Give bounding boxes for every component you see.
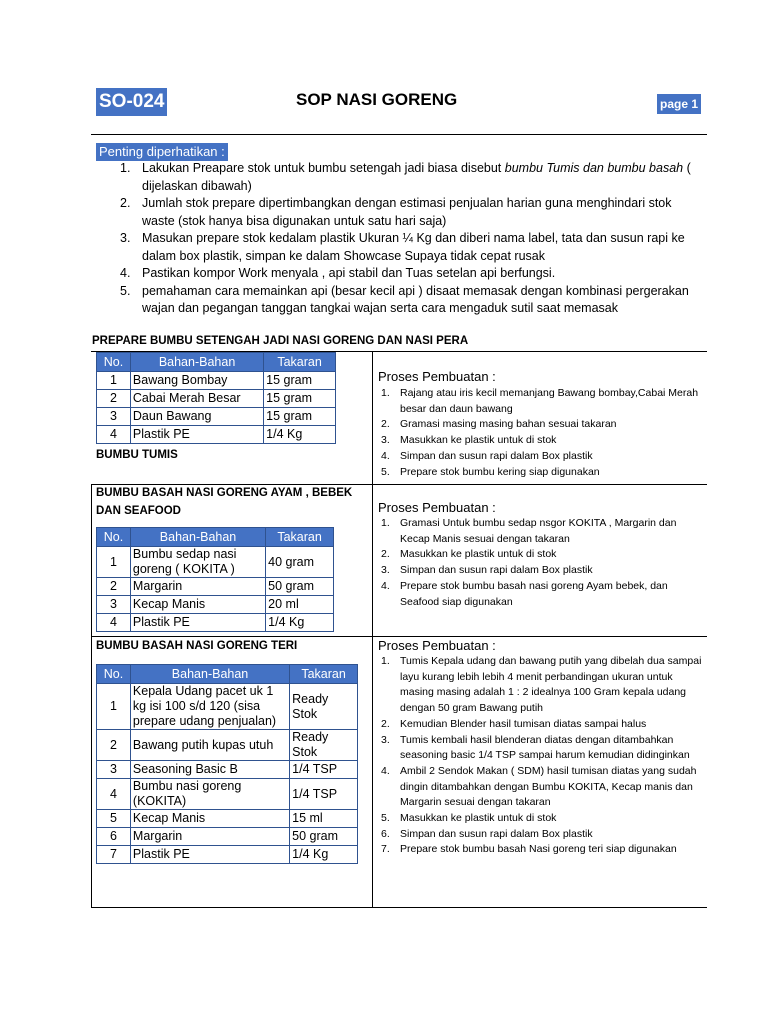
notes-item-number: 2. — [120, 196, 131, 210]
table-row — [97, 372, 336, 390]
process-step-text: Prepare stok bumbu basah Nasi goreng teri siap digunakan — [400, 843, 677, 856]
section-label-teri: BUMBU BASAH NASI GORENG TERI — [96, 640, 298, 652]
notes-item-text: Masukan prepare stok kedalam plastik Ukuran ¼ Kg dan diberi nama label, tata dan susun rapi ke dalam box plastik, simpan ke dalam Showcase Supaya tidak cepat rusak — [142, 231, 685, 263]
cell-bahan: Bumbu nasi goreng (KOKITA) — [130, 779, 289, 810]
process-step-number: 3. — [381, 733, 390, 746]
ingredient-table-ayam-bebek-seafood — [96, 527, 334, 632]
process-step-text: Rajang atau iris kecil memanjang Bawang bombay,Cabai Merah besar dan daun bawang — [400, 387, 699, 415]
grid-middle-column — [372, 351, 373, 908]
process-step-text: Simpan dan susun rapi dalam Box plastik — [400, 564, 593, 577]
cell-bahan: Kecap Manis — [130, 810, 289, 828]
process-step-number: 3. — [381, 434, 390, 447]
cell-bahan: Bumbu sedap nasi goreng ( KOKITA ) — [130, 547, 265, 578]
process-step-text: Kemudian Blender hasil tumisan diatas sampai halus — [400, 717, 647, 730]
notes-item-emphasis: bumbu Tumis dan bumbu basah — [504, 161, 684, 175]
table-row — [97, 390, 336, 408]
notes-item-text: pemahaman cara memainkan api (besar kecil api ) disaat memasak dengan kombinasi pergerakan wajan dan pegangan tanggan tangkai wajan serta cara mengaduk sutil saat memasak — [142, 283, 689, 315]
process-step-number: 4. — [381, 449, 390, 462]
cell-no: 4 — [97, 426, 131, 444]
process-step-number: 1. — [381, 655, 390, 667]
cell-no: 2 — [97, 578, 131, 596]
cell-bahan: Plastik PE — [130, 614, 265, 632]
process-step — [378, 733, 704, 764]
cell-bahan: Plastik PE — [130, 846, 289, 864]
process-step-text: Tumis kembali hasil blenderan diatas dengan ditambahkan seasoning basic 1/4 TSP sampai harum kemudian didinginkan — [400, 733, 690, 762]
prepare-section-title: PREPARE BUMBU SETENGAH JADI NASI GORENG DAN NASI PERA — [92, 335, 469, 347]
cell-takaran: 15 gram — [264, 372, 336, 390]
notes-heading: Penting diperhatikan : — [96, 143, 228, 161]
process-step-number: 2. — [381, 418, 390, 431]
cell-takaran: 1/4 Kg — [264, 426, 336, 444]
cell-bahan: Daun Bawang — [130, 408, 263, 426]
process-step-number: 7. — [381, 843, 390, 856]
process-step-number: 2. — [381, 717, 390, 730]
notes-item-number: 5. — [120, 283, 131, 298]
process-step-number: 3. — [381, 564, 390, 577]
table-row — [97, 614, 334, 632]
process-step-text: Prepare stok bumbu basah nasi goreng Ayam bebek, dan Seafood siap digunakan — [400, 579, 668, 608]
cell-bahan: Margarin — [130, 828, 289, 846]
notes-item — [96, 195, 700, 230]
cell-takaran: Ready Stok — [290, 684, 358, 730]
cell-no: 2 — [97, 730, 131, 761]
table-row — [97, 596, 334, 614]
cell-takaran: 40 gram — [266, 547, 334, 578]
cell-takaran: 15 ml — [290, 810, 358, 828]
cell-no: 4 — [97, 614, 131, 632]
notes-item-text: Pastikan kompor Work menyala , api stabil dan Tuas setelan api berfungsi. — [142, 266, 556, 280]
document-title: SOP NASI GORENG — [296, 90, 458, 109]
cell-bahan: Seasoning Basic B — [130, 761, 289, 779]
table-row — [97, 846, 358, 864]
process-step — [378, 465, 704, 481]
cell-takaran: 20 ml — [266, 596, 334, 614]
process-step — [378, 386, 704, 417]
table-row — [97, 779, 358, 810]
cell-bahan: Margarin — [130, 578, 265, 596]
notes-item-text-tail: ( dijelaskan dibawah) — [142, 161, 691, 193]
table-row — [97, 408, 336, 426]
process-step-text: Prepare stok bumbu kering siap digunakan — [400, 465, 600, 478]
notes-item-number: 1. — [120, 161, 131, 175]
cell-takaran: 1/4 Kg — [266, 614, 334, 632]
cell-takaran: Ready Stok — [290, 730, 358, 761]
table-header-row — [97, 528, 334, 547]
column-header-takaran: Takaran — [266, 528, 334, 547]
grid-row-divider-2 — [91, 636, 707, 637]
process-step-number: 4. — [381, 764, 390, 777]
process-title: Proses Pembuatan : — [378, 500, 496, 515]
process-step — [378, 547, 704, 563]
cell-no: 4 — [97, 779, 131, 810]
process-step — [378, 449, 704, 465]
notes-item-number: 4. — [120, 266, 131, 280]
notes-item — [96, 160, 700, 195]
cell-takaran: 15 gram — [264, 390, 336, 408]
notes-item-text: Jumlah stok prepare dipertimbangkan dengan estimasi penjualan harian guna menghindari stok waste (stok hanya bisa digunakan untuk satu hari saja) — [142, 196, 672, 228]
table-row — [97, 761, 358, 779]
process-step-number: 5. — [381, 465, 390, 478]
process-step-text: Masukkan ke plastik untuk di stok — [400, 812, 557, 825]
process-step-number: 5. — [381, 812, 390, 825]
cell-no: 3 — [97, 596, 131, 614]
process-step — [378, 579, 704, 610]
process-step — [378, 433, 704, 449]
process-title: Proses Pembuatan : — [378, 369, 496, 384]
process-block-ayam-bebek-seafood — [378, 500, 704, 610]
process-step-text: Tumis Kepala udang dan bawang putih yang dibelah dua sampai layu kurang lebih lebih 4 menit perbandingan ukuran untuk masing masing adalah 1 : 2 idealnya 100 Gram kepala udang dengan 50 gram Bawang putih — [400, 655, 702, 715]
table-header-row — [97, 665, 358, 684]
cell-takaran: 1/4 TSP — [290, 761, 358, 779]
process-step — [378, 563, 704, 579]
table-row — [97, 810, 358, 828]
column-header-takaran: Takaran — [264, 353, 336, 372]
process-step-number: 1. — [381, 387, 390, 399]
process-block-tumis — [378, 369, 704, 480]
process-step-text: Ambil 2 Sendok Makan ( SDM) hasil tumisan diatas yang sudah dingin ditambahkan dengan Bumbu KOKITA, Kecap manis dan Margarin sesuai dengan takaran — [400, 764, 697, 809]
table-row — [97, 828, 358, 846]
notes-item — [96, 230, 700, 265]
cell-bahan: Bawang putih kupas utuh — [130, 730, 289, 761]
process-step — [378, 827, 704, 843]
table-row — [97, 426, 336, 444]
column-header-no: No. — [97, 528, 131, 547]
ingredient-table-tumis — [96, 352, 336, 444]
cell-bahan: Kecap Manis — [130, 596, 265, 614]
process-step-text: Masukkan ke plastik untuk di stok — [400, 548, 557, 561]
process-step — [378, 654, 704, 717]
cell-no: 1 — [97, 547, 131, 578]
column-header-bahan: Bahan-Bahan — [130, 353, 263, 372]
column-header-no: No. — [97, 665, 131, 684]
section-label-ayam-bebek-seafood: BUMBU BASAH NASI GORENG AYAM , BEBEK DAN SEAFOOD — [96, 487, 353, 517]
process-steps — [378, 654, 704, 858]
document-code-badge: SO-024 — [96, 88, 167, 116]
process-step-text: Gramasi masing masing bahan sesuai takaran — [400, 418, 617, 431]
process-step-number: 6. — [381, 827, 390, 840]
process-steps — [378, 516, 704, 610]
column-header-bahan: Bahan-Bahan — [130, 665, 289, 684]
cell-no: 7 — [97, 846, 131, 864]
table-row — [97, 547, 334, 578]
header-divider — [91, 134, 707, 135]
cell-no: 3 — [97, 408, 131, 426]
cell-takaran: 1/4 Kg — [290, 846, 358, 864]
notes-item-number: 3. — [120, 231, 131, 245]
cell-no: 3 — [97, 761, 131, 779]
cell-no: 5 — [97, 810, 131, 828]
cell-bahan: Plastik PE — [130, 426, 263, 444]
column-header-bahan: Bahan-Bahan — [130, 528, 265, 547]
grid-bottom-line — [91, 907, 707, 908]
column-header-no: No. — [97, 353, 131, 372]
process-step-text: Gramasi Untuk bumbu sedap nsgor KOKITA , Margarin dan Kecap Manis sesuai dengan takaran — [400, 517, 677, 545]
ingredient-table-teri — [96, 664, 358, 864]
cell-takaran: 50 gram — [290, 828, 358, 846]
process-steps — [378, 386, 704, 480]
table-header-row — [97, 353, 336, 372]
process-step — [378, 842, 704, 858]
process-step — [378, 417, 704, 433]
cell-no: 2 — [97, 390, 131, 408]
table-row — [97, 684, 358, 730]
cell-no: 1 — [97, 684, 131, 730]
process-step — [378, 717, 704, 733]
notes-item-text: Lakukan Preapare stok untuk bumbu setengah jadi biasa disebut — [142, 161, 505, 175]
notes-list — [96, 160, 700, 318]
cell-bahan: Bawang Bombay — [130, 372, 263, 390]
process-block-teri — [378, 638, 704, 858]
column-header-takaran: Takaran — [290, 665, 358, 684]
cell-no: 1 — [97, 372, 131, 390]
cell-bahan: Kepala Udang pacet uk 1 kg isi 100 s/d 120 (sisa prepare udang penjualan) — [130, 684, 289, 730]
process-step-text: Simpan dan susun rapi dalam Box plastik — [400, 827, 593, 840]
notes-item — [96, 283, 700, 318]
process-step-number: 2. — [381, 548, 390, 561]
cell-takaran: 50 gram — [266, 578, 334, 596]
process-title: Proses Pembuatan : — [378, 638, 496, 653]
notes-item — [96, 265, 700, 283]
process-step-text: Masukkan ke plastik untuk di stok — [400, 434, 557, 447]
process-step-text: Simpan dan susun rapi dalam Box plastik — [400, 449, 593, 462]
process-step — [378, 811, 704, 827]
cell-no: 6 — [97, 828, 131, 846]
process-step-number: 4. — [381, 579, 390, 592]
cell-takaran: 15 gram — [264, 408, 336, 426]
section-label-tumis: BUMBU TUMIS — [96, 449, 178, 461]
table-row — [97, 730, 358, 761]
cell-bahan: Cabai Merah Besar — [130, 390, 263, 408]
table-row — [97, 578, 334, 596]
grid-left-line — [91, 484, 92, 908]
process-step-number: 1. — [381, 517, 390, 529]
process-step — [378, 516, 704, 547]
page-number-badge: page 1 — [657, 94, 701, 114]
cell-takaran: 1/4 TSP — [290, 779, 358, 810]
process-step — [378, 764, 704, 811]
